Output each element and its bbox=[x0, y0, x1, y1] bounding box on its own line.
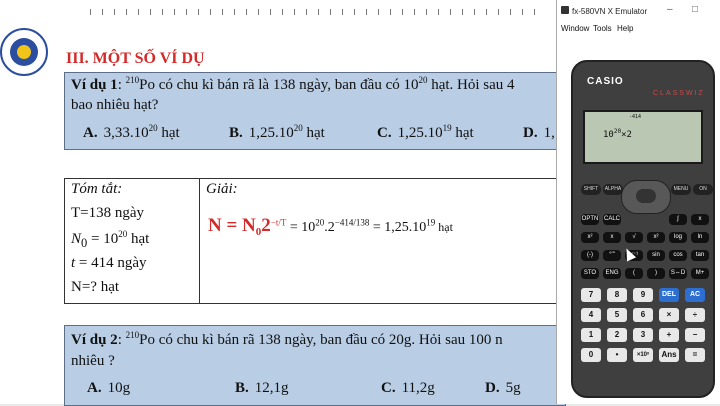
shift-key[interactable]: SHIFT bbox=[581, 184, 601, 195]
ruler-ticks bbox=[90, 9, 546, 15]
delete-key[interactable]: DEL bbox=[659, 288, 679, 302]
example-2-option-c: C. 11,2g bbox=[381, 380, 435, 396]
example-2-line-1: Ví dụ 2: $^{210}$Po có chu kì bán rã 138 ngày, ban đầu có 20g. Hỏi sau 100 n bbox=[71, 330, 503, 348]
menu-tools[interactable]: Tools bbox=[593, 24, 612, 33]
example-1-option-a: A. 3,33.10$^{20}$ hạt bbox=[83, 123, 180, 141]
calculator-model: CLASSWIZ bbox=[653, 90, 705, 97]
key-7[interactable]: 7 bbox=[581, 288, 601, 302]
example-1-option-d: D. 1, bbox=[523, 125, 555, 141]
time-given: t = 414 ngày bbox=[71, 255, 147, 271]
fn-key[interactable]: sin bbox=[647, 250, 665, 261]
solve-label: Giải: bbox=[206, 181, 238, 197]
fn-key[interactable]: tan bbox=[691, 250, 709, 261]
fn-key[interactable]: x⁻¹ bbox=[625, 250, 643, 261]
initial-count-given: $N_0 = 10^{20}$ hạt bbox=[71, 229, 150, 250]
fn-key[interactable]: x bbox=[691, 214, 709, 225]
example-1-line-2: bao nhiêu hạt? bbox=[71, 97, 159, 113]
unknown-asked: N=? hạt bbox=[71, 279, 120, 295]
fn-key[interactable]: cos bbox=[669, 250, 687, 261]
exp10-key[interactable]: ×10ˣ bbox=[633, 348, 653, 362]
fn-key[interactable]: OPTN bbox=[581, 214, 599, 225]
emulator-titlebar[interactable] bbox=[557, 0, 720, 22]
fn-key[interactable]: ) bbox=[647, 268, 665, 279]
ans-key[interactable]: Ans bbox=[659, 348, 679, 362]
key-8[interactable]: 8 bbox=[607, 288, 627, 302]
decimal-key[interactable]: • bbox=[607, 348, 627, 362]
horizontal-ruler bbox=[0, 0, 556, 23]
alpha-key[interactable]: ALPHA bbox=[603, 184, 623, 195]
key-9[interactable]: 9 bbox=[633, 288, 653, 302]
calculator-emulator-window[interactable] bbox=[556, 0, 720, 404]
emulator-window-title: fx-580VN X Emulator bbox=[572, 7, 648, 16]
key-4[interactable]: 4 bbox=[581, 308, 601, 322]
key-6[interactable]: 6 bbox=[633, 308, 653, 322]
example-2-option-b: B. 12,1g bbox=[235, 380, 289, 396]
on-key[interactable]: ON bbox=[693, 184, 713, 195]
example-2-option-d: D. 5g bbox=[485, 380, 521, 396]
half-life-given: T=138 ngày bbox=[71, 205, 145, 221]
example-1-option-b: B. 1,25.10$^{20}$ hạt bbox=[229, 123, 325, 141]
decay-formula: $N = N_02^{-t/T} = 10^{20}.2^{-414/138} = 1,25.10^{19}$ hạt bbox=[208, 215, 453, 238]
display-exponent-preview: -414 bbox=[629, 114, 642, 120]
fn-key[interactable]: √ bbox=[625, 232, 643, 243]
emulator-menubar bbox=[557, 22, 720, 36]
example-1-label: Ví dụ 1 bbox=[71, 77, 118, 93]
table-divider bbox=[199, 179, 200, 303]
school-logo bbox=[0, 28, 48, 76]
fn-key[interactable]: M+ bbox=[691, 268, 709, 279]
calculator-app-icon bbox=[561, 6, 569, 14]
calculator-brand: CASIO bbox=[587, 76, 624, 87]
fn-key[interactable]: log bbox=[669, 232, 687, 243]
key-1[interactable]: 1 bbox=[581, 328, 601, 342]
display-expression: $10^{20}\times 2$ bbox=[603, 128, 632, 140]
key-3[interactable]: 3 bbox=[633, 328, 653, 342]
fn-key[interactable]: x² bbox=[647, 232, 665, 243]
solution-table bbox=[64, 178, 566, 304]
menu-key[interactable]: MENU bbox=[671, 184, 691, 195]
example-1-option-c: C. 1,25.10$^{19}$ hạt bbox=[377, 123, 474, 141]
key-0[interactable]: 0 bbox=[581, 348, 601, 362]
equals-key[interactable]: = bbox=[685, 348, 705, 362]
fn-key[interactable]: x bbox=[603, 232, 621, 243]
fn-key[interactable]: °'" bbox=[603, 250, 621, 261]
calculator-body bbox=[571, 60, 715, 398]
fn-key[interactable]: x² bbox=[581, 232, 599, 243]
plus-key[interactable]: + bbox=[659, 328, 679, 342]
calculator-display bbox=[583, 110, 703, 164]
example-1-line-1: Ví dụ 1: $^{210}$Po có chu kì bán rã là 138 ngày, ban đầu có $10^{20}$ hạt. Hỏi sau 4 bbox=[71, 75, 515, 93]
multiply-key[interactable]: × bbox=[659, 308, 679, 322]
section-title: III. MỘT SỐ VÍ DỤ bbox=[66, 50, 205, 67]
summary-label: Tóm tắt: bbox=[71, 181, 123, 197]
fn-key[interactable]: CALC bbox=[603, 214, 621, 225]
fn-key[interactable]: S⇔D bbox=[669, 268, 687, 279]
example-1-box bbox=[64, 72, 566, 150]
fn-key[interactable]: STO bbox=[581, 268, 599, 279]
fn-key[interactable]: ln bbox=[691, 232, 709, 243]
fn-key[interactable]: ∫ bbox=[669, 214, 687, 225]
example-2-box bbox=[64, 325, 566, 406]
menu-help[interactable]: Help bbox=[617, 24, 634, 33]
fn-key[interactable]: ( bbox=[625, 268, 643, 279]
example-2-label: Ví dụ 2 bbox=[71, 332, 118, 348]
example-2-line-2: nhiêu ? bbox=[71, 353, 115, 369]
divide-key[interactable]: ÷ bbox=[685, 308, 705, 322]
minus-key[interactable]: − bbox=[685, 328, 705, 342]
menu-window[interactable]: Window bbox=[561, 24, 590, 33]
example-2-option-a: A. 10g bbox=[87, 380, 131, 396]
fn-key[interactable]: (-) bbox=[581, 250, 599, 261]
minimize-icon[interactable]: – bbox=[667, 4, 673, 15]
maximize-icon[interactable]: □ bbox=[692, 4, 699, 15]
all-clear-key[interactable]: AC bbox=[685, 288, 705, 302]
replay-dpad[interactable] bbox=[621, 180, 671, 214]
key-2[interactable]: 2 bbox=[607, 328, 627, 342]
fn-key[interactable]: ENG bbox=[603, 268, 621, 279]
key-5[interactable]: 5 bbox=[607, 308, 627, 322]
